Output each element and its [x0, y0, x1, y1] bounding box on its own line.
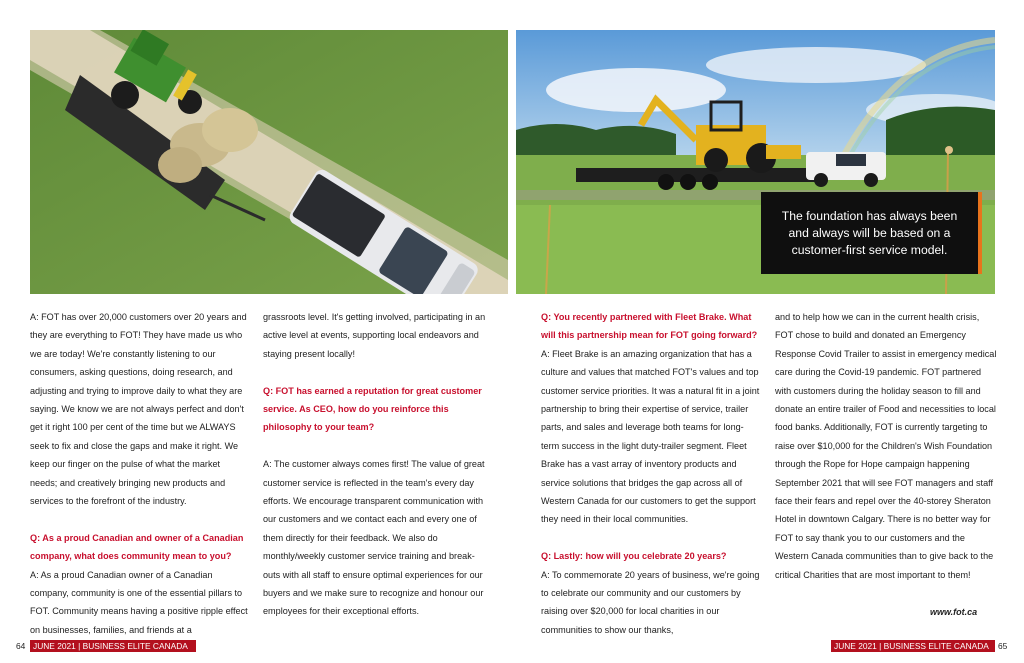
- question-heading: Q: As a proud Canadian and owner of a Canadian company, what does community mean to you?: [30, 532, 244, 562]
- answer-paragraph: and to help how we can in the current health crisis, FOT chose to build and donated an Emergency Response Covid Trailer to assist in emergency medical care during the Covid-19 pandemic. FOT partnered with customers during the holiday season to fill and donate an entire trailer of Food and necessities to local food banks. Additionally, FOT is currently targeting to raise over $10,000 for the Children's Wish Foundation through the Rope for Hope campaign happening September 2021 that will see FOT managers and staff face their fears and repel over the 40-storey Sheraton Hotel in downtown Calgary. There is no better way for FOT to say thank you to our customers and the Western Canada communities than to give back to the critical Charities that are most important to them!: [775, 312, 997, 580]
- question-heading: Q: FOT has earned a reputation for great customer service. As CEO, how do you reinforce this philosophy to your team?: [263, 385, 482, 433]
- answer-paragraph: A: The customer always comes first! The value of great customer service is reflected in the team's every day efforts. We encourage transparent communication with our customers and we contact each and every one of them directly for their feedback. We also do monthly/weekly customer service training and break-outs with all staff to ensure optimal experiences for our buyers and we make sure to recognize and honour our employees for their exceptional efforts.: [263, 459, 485, 617]
- footer-issue-right: JUNE 2021 | BUSINESS ELITE CANADA: [831, 640, 995, 652]
- article-column-3: [541, 308, 761, 639]
- answer-paragraph: A: To commemorate 20 years of business, we're going to celebrate our community and our customers by raising over $20,000 for local charities in our communities to show our thanks,: [541, 569, 760, 635]
- answer-paragraph: grassroots level. It's getting involved, participating in an active level at events, supporting local endeavors and staying present locally!: [263, 312, 486, 359]
- website-link[interactable]: www.fot.ca: [930, 607, 978, 617]
- answer-paragraph: A: Fleet Brake is an amazing organization that has a culture and values that matched FOT's values and top customer service priorities. It was a natural fit in a joint partnership to bring their expertise of service, trailer parts, and sales and leverage both teams for long-term success in the light duty-trailer segment. Fleet Brake has a vast array of inventory products and service solutions that bridges the gap across all of Western Canada for our customers to get the support they need in their local communities.: [541, 348, 760, 525]
- question-heading: Q: You recently partnered with Fleet Brake. What will this partnership mean for FOT going forward?: [541, 312, 758, 341]
- article-column-2: [263, 308, 488, 621]
- answer-paragraph: A: As a proud Canadian owner of a Canadian company, community is one of the essential pillars to FOT. Community means having a positive ripple effect on businesses, families, and friends at a: [30, 569, 248, 635]
- page-number-right: 65: [998, 641, 1008, 651]
- article-column-4: [775, 308, 997, 584]
- pull-quote: The foundation has always been and always will be based on a customer-first service model.: [761, 192, 982, 274]
- question-heading: Q: Lastly: how will you celebrate 20 years?: [541, 551, 727, 562]
- answer-paragraph: A: FOT has over 20,000 customers over 20 years and they are everything to FOT! They have made us who we are today! We're constantly listening to our consumers, asking questions, doing research, and adjusting and trying to improve daily to what they are saying. We know we are not always perfect and don't get it right 100 per cent of the time but we ALWAYS seek to fix and close the gaps and make it right. We keep our finger on the pulse of what the market needs; and creatively bringing new products and services to the forefront of the industry.: [30, 312, 247, 507]
- footer-issue-left: JUNE 2021 | BUSINESS ELITE CANADA: [30, 640, 196, 652]
- article-column-1: [30, 308, 248, 639]
- tractor-trailer-photo: [30, 30, 508, 294]
- page-number-left: 64: [16, 641, 26, 651]
